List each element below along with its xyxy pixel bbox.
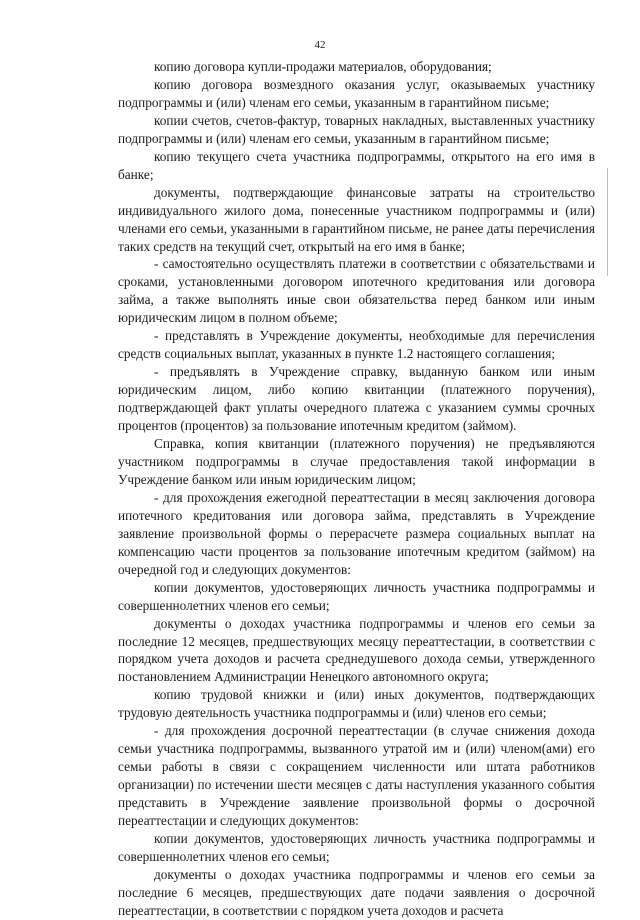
document-body bbox=[118, 58, 595, 920]
paragraph-annual-reattestation: - для прохождения ежегодной переаттестации в месяц заключения договора ипотечного кредитования или договора займа, представлять в Учреждение заявление произвольной формы о перерасчете размера социальных выплат на компенсацию части процентов за пользование ипотечным кредитом (займом) на очередной год и следующих документов: bbox=[118, 489, 595, 577]
paragraph-submit-documents: - представлять в Учреждение документы, необходимые для перечисления средств социальных выплат, указанных в пункте 1.2 настоящего соглашения; bbox=[118, 328, 595, 362]
paragraph-certificate-exemption: Справка, копия квитанции (платежного поручения) не предъявляются участником подпрограммы в случае предоставления такой информации в Учреждение банком или иным юридическим лицом; bbox=[118, 436, 595, 487]
paragraph-present-certificate: - предъявлять в Учреждение справку, выданную банком или иным юридическим лицом, либо копию квитанции (платежного поручения), подтверждающей факт уплаты очередного платежа с указанием суммы срочных процентов (процентов) за пользование ипотечным кредитом (займом). bbox=[118, 364, 595, 434]
paragraph-income-documents-6-months: документы о доходах участника подпрограммы и членов его семьи за последние 6 месяцев, предшествующих дате подачи заявления о досрочной переаттестации, в соответствии с порядком учета доходов и расчета bbox=[118, 866, 595, 918]
paragraph-employment-record-copy: копию трудовой книжки и (или) иных документов, подтверждающих трудовую деятельность участника подпрограммы и (или) членов его семьи; bbox=[118, 687, 595, 721]
paragraph-identity-documents: копии документов, удостоверяющих личность участника подпрограммы и совершеннолетних членов его семьи; bbox=[118, 579, 595, 613]
paragraph-invoices-copy: копии счетов, счетов-фактур, товарных накладных, выставленных участнику подпрограммы и (или) членам его семьи, указанным в гарантийном письме; bbox=[118, 112, 595, 146]
margin-scan-mark bbox=[607, 168, 608, 276]
paragraph-independent-payments: - самостоятельно осуществлять платежи в соответствии с обязательствами и сроками, установленными договором ипотечного кредитования или договора займа, а также выполнять иные свои обязательства перед банком или иным юридическим лицом в полном объеме; bbox=[118, 256, 595, 326]
page-number: 42 bbox=[314, 39, 326, 51]
paragraph-construction-expense-documents: документы, подтверждающие финансовые затраты на строительство индивидуального жилого дома, понесенные участником подпрограммы и (или) членами его семьи, указанными в гарантийном письме, не ранее даты перечисления таких средств на текущий счет, открытый на его имя в банке; bbox=[118, 184, 595, 254]
paragraph-bank-account-copy: копию текущего счета участника подпрограммы, открытого на его имя в банке; bbox=[118, 148, 595, 182]
paragraph-identity-documents-early: копии документов, удостоверяющих личность участника подпрограммы и совершеннолетних членов его семьи; bbox=[118, 830, 595, 864]
paragraph-contract-purchase-copy: копию договора купли-продажи материалов, оборудования; bbox=[154, 59, 492, 74]
paragraph-services-contract-copy: копию договора возмездного оказания услуг, оказываемых участнику подпрограммы и (или) членам его семьи, указанным в гарантийном письме; bbox=[118, 76, 595, 110]
paragraph-income-documents-12-months: документы о доходах участника подпрограммы и членов его семьи за последние 12 месяцев, предшествующих месяцу переаттестации, в соответствии с порядком учета доходов и расчета среднедушевого дохода семьи, утвержденного постановлением Администрации Ненецкого автономного округа; bbox=[118, 615, 595, 685]
paragraph-early-reattestation: - для прохождения досрочной переаттестации (в случае снижения дохода семьи участника подпрограммы, вызванного утратой им и (или) членом(ами) его семьи работы в связи с сокращением численности или штата работников организации) по истечении шести месяцев с даты наступления указанного события представить в Учреждение заявление произвольной формы о досрочной переаттестации и следующих документов: bbox=[118, 723, 595, 829]
